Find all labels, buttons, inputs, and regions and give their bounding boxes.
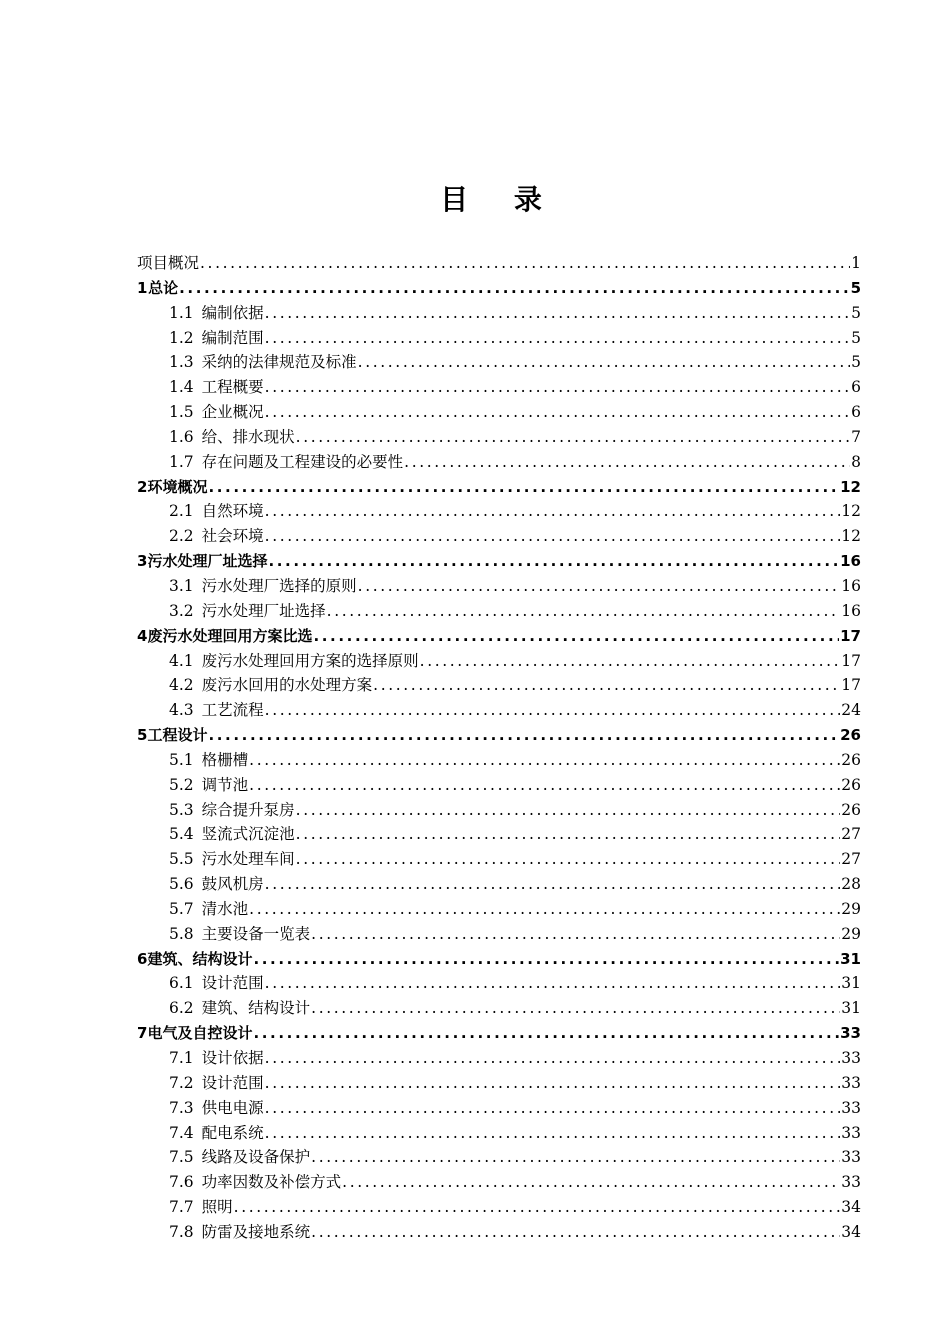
toc-entry-page: 1 (851, 254, 861, 272)
toc-entry[interactable] (137, 1046, 861, 1071)
toc-dot-leader (311, 922, 840, 947)
toc-entry-page: 12 (840, 477, 861, 496)
page-title: 目 录 (440, 183, 560, 216)
toc-entry-number: 1.6 (169, 427, 194, 446)
toc-entry-page: 16 (841, 601, 861, 620)
toc-entry-number: 1.3 (169, 353, 194, 372)
toc-entry-title: 线路及设备保护 (201, 1148, 311, 1167)
toc-entry-page: 31 (840, 949, 861, 968)
toc-entry-title: 污水处理厂址选择 (147, 552, 268, 571)
toc-entry-page: 26 (840, 726, 861, 745)
toc-entry-page: 33 (841, 1123, 861, 1142)
toc-entry-number: 7.7 (169, 1198, 194, 1217)
toc-entry-number: 5.4 (169, 825, 194, 844)
toc-entry[interactable] (137, 475, 861, 500)
toc-entry-page: 16 (841, 576, 861, 595)
toc-entry-page: 26 (841, 775, 861, 794)
toc-entry[interactable] (137, 1170, 861, 1195)
toc-entry-title: 污水处理厂选择的原则 (201, 576, 357, 595)
toc-dot-leader (208, 475, 839, 500)
toc-dot-leader (249, 897, 840, 922)
toc-entry-number: 5.7 (169, 899, 194, 918)
toc-entry[interactable] (137, 947, 861, 972)
toc-entry-title: 编制依据 (201, 303, 264, 322)
toc-entry-title: 存在问题及工程建设的必要性 (201, 452, 404, 471)
toc-dot-leader (249, 748, 840, 773)
toc-entry-number: 5.1 (169, 750, 194, 769)
toc-entry[interactable] (137, 1121, 861, 1146)
toc-entry-number: 7.5 (169, 1148, 194, 1167)
toc-entry-number: 7 (137, 1024, 148, 1043)
toc-entry-title: 污水处理车间 (201, 850, 295, 869)
toc-dot-leader (327, 599, 841, 624)
toc-dot-leader (296, 798, 841, 823)
toc-entry-number: 7.4 (169, 1123, 194, 1142)
toc-entry-number: 4.1 (169, 651, 194, 670)
toc-dot-leader (265, 301, 850, 326)
toc-entry-number: 2.1 (169, 502, 194, 521)
toc-entry[interactable] (137, 499, 861, 524)
toc-entry-title: 建筑、结构设计 (201, 999, 311, 1018)
toc-entry-page: 31 (841, 974, 861, 993)
toc-dot-leader (404, 450, 850, 475)
toc-entry-number: 4.2 (169, 676, 194, 695)
toc-dot-leader (265, 1096, 841, 1121)
toc-dot-leader (296, 847, 841, 872)
toc-dot-leader (420, 649, 841, 674)
toc-entry-number: 1.5 (169, 403, 194, 422)
toc-entry-page: 28 (841, 875, 861, 894)
toc-entry[interactable] (137, 649, 861, 674)
toc-entry[interactable] (137, 450, 861, 475)
toc-dot-leader (265, 1046, 841, 1071)
toc-entry-title: 建筑、结构设计 (147, 949, 253, 968)
toc-entry[interactable] (137, 1220, 861, 1245)
toc-entry-title: 工艺流程 (201, 701, 264, 720)
toc-entry[interactable] (137, 847, 861, 872)
toc-dot-leader (358, 350, 850, 375)
toc-dot-leader (253, 947, 839, 972)
toc-entry-title: 竖流式沉淀池 (201, 825, 295, 844)
toc-entry[interactable] (137, 922, 861, 947)
toc-dot-leader (358, 574, 841, 599)
toc-entry-page: 24 (841, 701, 861, 720)
toc-entry-number: 7.3 (169, 1098, 194, 1117)
toc-entry-title: 编制范围 (201, 328, 264, 347)
toc-entry-page: 12 (841, 527, 861, 546)
toc-entry-title: 设计范围 (201, 1073, 264, 1092)
toc-entry-number: 3.1 (169, 576, 194, 595)
toc-entry-number: 5.3 (169, 800, 194, 819)
toc-entry-page: 29 (841, 924, 861, 943)
toc-entry[interactable] (137, 301, 861, 326)
toc-entry[interactable] (137, 425, 861, 450)
toc-entry[interactable] (137, 276, 861, 301)
toc-entry-number: 5.5 (169, 850, 194, 869)
toc-dot-leader (265, 1071, 841, 1096)
toc-entry-page: 16 (840, 552, 861, 571)
toc-entry-page: 5 (851, 353, 861, 372)
toc-dot-leader (265, 326, 850, 351)
toc-dot-leader (179, 276, 849, 301)
toc-entry-page: 17 (841, 651, 861, 670)
toc-entry-title: 设计范围 (201, 974, 264, 993)
toc-entry[interactable] (137, 1021, 861, 1046)
toc-entry-number: 5 (137, 726, 148, 745)
toc-dot-leader (311, 996, 840, 1021)
toc-entry-page: 31 (841, 999, 861, 1018)
toc-entry[interactable] (137, 1145, 861, 1170)
toc-entry-title: 防雷及接地系统 (201, 1222, 311, 1241)
toc-entry[interactable] (137, 1096, 861, 1121)
toc-entry-title: 给、排水现状 (201, 427, 295, 446)
toc-entry-title: 综合提升泵房 (201, 800, 295, 819)
toc-entry-page: 26 (841, 800, 861, 819)
toc-entry[interactable] (137, 773, 861, 798)
toc-dot-leader (265, 375, 850, 400)
toc-dot-leader (268, 549, 839, 574)
toc-entry[interactable] (137, 326, 861, 351)
toc-entry-title: 总论 (148, 278, 179, 297)
toc-entry-page: 29 (841, 899, 861, 918)
toc-entry-number: 1.7 (169, 452, 194, 471)
toc-entry-page: 5 (850, 278, 861, 297)
toc-entry-page: 27 (841, 825, 861, 844)
toc-entry-page: 33 (841, 1098, 861, 1117)
toc-entry-number: 3.2 (169, 601, 194, 620)
toc-entry-page: 6 (851, 378, 861, 397)
toc-entry[interactable] (137, 1071, 861, 1096)
toc-entry-number: 1.2 (169, 328, 194, 347)
table-of-contents (137, 251, 861, 1245)
toc-entry-title: 供电电源 (201, 1098, 264, 1117)
toc-dot-leader (265, 499, 841, 524)
toc-dot-leader (373, 673, 840, 698)
toc-entry-number: 7.1 (169, 1049, 194, 1067)
toc-dot-leader (265, 400, 850, 425)
toc-entry[interactable] (137, 897, 861, 922)
toc-entry-title: 清水池 (201, 899, 249, 918)
toc-entry[interactable] (137, 350, 861, 375)
toc-entry-page: 33 (841, 1173, 861, 1192)
toc-entry[interactable] (137, 599, 861, 624)
toc-entry-number: 3 (137, 552, 148, 571)
toc-entry-title: 项目概况 (137, 254, 200, 272)
toc-entry-title: 污水处理厂址选择 (201, 601, 326, 620)
toc-entry-number: 7.6 (169, 1173, 194, 1192)
toc-entry[interactable] (137, 872, 861, 897)
toc-entry-number: 7.8 (169, 1222, 194, 1241)
toc-entry-number: 6.2 (169, 999, 194, 1018)
toc-dot-leader (311, 1220, 840, 1245)
toc-entry[interactable] (137, 996, 861, 1021)
toc-entry-page: 5 (851, 328, 861, 347)
toc-entry[interactable] (137, 624, 861, 649)
toc-entry-page: 8 (851, 452, 861, 471)
toc-entry[interactable] (137, 375, 861, 400)
toc-entry-page: 33 (841, 1148, 861, 1167)
toc-entry-number: 6.1 (169, 974, 194, 993)
toc-entry-number: 4.3 (169, 701, 194, 720)
toc-entry[interactable] (137, 524, 861, 549)
toc-entry-number: 5.2 (169, 775, 194, 794)
toc-entry[interactable] (137, 798, 861, 823)
toc-entry[interactable] (137, 748, 861, 773)
toc-dot-leader (313, 624, 839, 649)
toc-dot-leader (342, 1170, 840, 1195)
toc-entry[interactable] (137, 400, 861, 425)
toc-entry-title: 环境概况 (147, 477, 208, 496)
toc-entry-page: 17 (840, 626, 861, 645)
toc-entry-number: 5.8 (169, 924, 194, 943)
toc-entry-title: 废污水处理回用方案比选 (147, 626, 313, 645)
toc-entry[interactable] (137, 723, 861, 748)
toc-entry-page: 34 (841, 1222, 861, 1241)
toc-entry[interactable] (137, 549, 861, 574)
toc-entry-number: 1.1 (169, 303, 194, 322)
toc-entry-title: 废污水回用的水处理方案 (201, 676, 373, 695)
toc-dot-leader (265, 872, 841, 897)
toc-dot-leader (265, 1121, 841, 1146)
toc-entry-title: 格栅槽 (201, 750, 249, 769)
toc-entry[interactable] (137, 698, 861, 723)
toc-dot-leader (253, 1021, 839, 1046)
toc-entry-page: 34 (841, 1198, 861, 1217)
toc-entry-page: 33 (840, 1024, 861, 1043)
toc-entry-number: 4 (137, 626, 148, 645)
toc-entry-title: 企业概况 (201, 403, 264, 422)
toc-dot-leader (265, 524, 841, 549)
toc-entry-page: 27 (841, 850, 861, 869)
toc-dot-leader (265, 698, 841, 723)
toc-entry-title: 主要设备一览表 (201, 924, 311, 943)
toc-entry-title: 社会环境 (201, 527, 264, 546)
toc-entry-title: 设计依据 (201, 1049, 264, 1067)
toc-entry-number: 6 (137, 949, 148, 968)
toc-entry-title: 自然环境 (201, 502, 264, 521)
toc-entry[interactable] (137, 673, 861, 698)
toc-entry-title: 照明 (201, 1198, 233, 1217)
toc-entry-number: 2 (137, 477, 148, 496)
toc-entry[interactable] (137, 822, 861, 847)
toc-dot-leader (311, 1145, 840, 1170)
toc-entry[interactable] (137, 251, 861, 276)
toc-entry-number: 1.4 (169, 378, 194, 397)
toc-dot-leader (249, 773, 840, 798)
toc-entry-page: 33 (841, 1049, 861, 1067)
toc-entry-number: 2.2 (169, 527, 194, 546)
toc-entry-title: 废污水处理回用方案的选择原则 (201, 651, 419, 670)
toc-entry-title: 采纳的法律规范及标准 (201, 353, 357, 372)
toc-entry-page: 12 (841, 502, 861, 521)
toc-dot-leader (208, 723, 839, 748)
toc-entry-number: 1 (137, 278, 148, 297)
toc-entry[interactable] (137, 574, 861, 599)
toc-dot-leader (200, 251, 850, 276)
toc-entry-number: 7.2 (169, 1073, 194, 1092)
toc-entry-title: 功率因数及补偿方式 (201, 1173, 342, 1192)
toc-entry-page: 6 (851, 403, 861, 422)
toc-entry-page: 5 (851, 303, 861, 322)
toc-entry-title: 工程概要 (201, 378, 264, 397)
toc-dot-leader (234, 1195, 841, 1220)
toc-entry[interactable] (137, 1195, 861, 1220)
toc-entry-page: 33 (841, 1073, 861, 1092)
toc-entry-title: 调节池 (201, 775, 249, 794)
toc-entry-title: 工程设计 (147, 726, 208, 745)
toc-entry-page: 7 (851, 427, 861, 446)
toc-entry[interactable] (137, 971, 861, 996)
toc-dot-leader (296, 425, 850, 450)
toc-entry-title: 鼓风机房 (201, 875, 264, 894)
toc-entry-page: 26 (841, 750, 861, 769)
toc-dot-leader (296, 822, 841, 847)
toc-entry-page: 17 (841, 676, 861, 695)
toc-dot-leader (265, 971, 841, 996)
toc-entry-title: 配电系统 (201, 1123, 264, 1142)
toc-entry-title: 电气及自控设计 (147, 1024, 253, 1043)
toc-entry-number: 5.6 (169, 875, 194, 894)
